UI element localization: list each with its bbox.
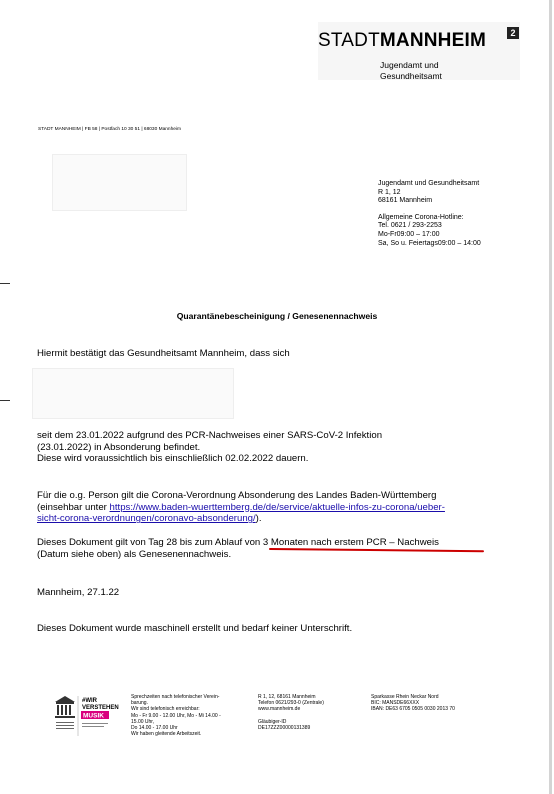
music-city-logo: [81, 698, 119, 727]
paragraph-text: (einsehbar unter: [37, 501, 110, 513]
office-address: [378, 180, 481, 248]
footer-line: BIC: MANSDE66XXX: [371, 700, 420, 707]
intro-text: Hiermit bestätigt das Gesundheitsamt Mannheim, dass sich: [37, 348, 290, 359]
footer-contact: [258, 694, 363, 731]
footer-hours: [131, 694, 255, 737]
hotline-line: Mo-Fr09:00 – 17:00: [378, 230, 440, 238]
paragraph-line: (Datum siehe oben) als Genesenennachweis.: [37, 548, 232, 560]
address-line: 68161 Mannheim: [378, 197, 433, 205]
regulation-link[interactable]: https://www.baden-wuerttemberg.de/de/service/aktuelle-infos-zu-corona/ueber-: [109, 501, 445, 513]
svg-text:VERSTEHEN: VERSTEHEN: [82, 705, 119, 711]
svg-text:#WIR: #WIR: [82, 698, 97, 704]
place-date: Mannheim, 27.1.22: [37, 587, 120, 598]
footer-line: Mo - Fr 9.00 - 12.00 Uhr, Mo - Mi 14.00 -: [131, 712, 221, 719]
regulation-link-continued[interactable]: sicht-corona-verordnungen/coronavo-absonderung/: [37, 513, 256, 525]
footer-line: Do 14.00 - 17.00 Uhr: [131, 725, 178, 732]
city-logo: [318, 30, 486, 52]
footer-bank: [371, 694, 501, 713]
person-redacted: [32, 368, 234, 419]
paragraph-line: Diese wird voraussichtlich bis einschließlich 02.02.2022 dauern.: [37, 453, 309, 465]
footer-line: IBAN: DE63 6705 0505 0030 2013 70: [371, 706, 455, 713]
footer-line: Gläubiger-ID: [258, 718, 287, 725]
paragraph-line: Für die o.g. Person gilt die Corona-Verordnung Absonderung des Landes Baden-Württemberg: [37, 490, 437, 501]
hotline-line: Tel. 0621 / 293-2253: [378, 222, 442, 230]
hotline-line: Sa, So u. Feiertags09:00 – 14:00: [378, 239, 481, 247]
logo-sub-line: Gesundheitsamt: [380, 71, 442, 81]
logo-subtitle: [380, 60, 442, 82]
sender-line: STADT MANNHEIM | FB 58 | Postfach 10 30 51 | 68030 Mannheim: [38, 127, 181, 132]
address-line: R 1, 12: [378, 188, 401, 196]
recipient-redacted: [52, 154, 187, 211]
hotline-line: Allgemeine Corona-Hotline:: [378, 213, 464, 221]
logo-sub-line: Jugendamt und: [380, 60, 439, 70]
unesco-music-logo: [54, 694, 124, 740]
paragraph-line: (23.01.2022) in Absonderung befindet.: [37, 441, 201, 453]
footer-line: barung.: [131, 700, 148, 707]
regulation-paragraph: [37, 490, 445, 525]
footer-line: Wir haben gleitende Arbeitszeit.: [131, 731, 202, 738]
footer-line: Sparkasse Rhein Neckar Nord: [371, 694, 439, 700]
paragraph-text: ).: [255, 513, 262, 525]
logo-superscript: 2: [507, 27, 519, 39]
paragraph-line: seit dem 23.01.2022 aufgrund des PCR-Nachweises einer SARS-CoV-2 Infektion: [37, 430, 383, 441]
footer-line: Sprechzeiten nach telefonischer Verein-: [131, 694, 220, 700]
address-line: Jugendamt und Gesundheitsamt: [378, 180, 480, 187]
paragraph-line: Dieses Dokument gilt von Tag 28 bis zum Ablauf von 3 Monaten nach erstem PCR – Nachweis: [37, 537, 439, 548]
logo-bold-text: MANNHEIM: [379, 30, 486, 51]
footer-line: R 1, 12, 68161 Mannheim: [258, 694, 316, 700]
page-edge: [549, 0, 552, 794]
footer-line: Telefon 0621/293-0 (Zentrale): [258, 700, 324, 707]
footer-line: 15.00 Uhr,: [131, 718, 155, 725]
fold-mark: [0, 400, 10, 401]
closing-note: Dieses Dokument wurde maschinell erstellt und bedarf keiner Unterschrift.: [37, 623, 353, 634]
fold-mark: [0, 283, 10, 284]
footer-line: www.mannheim.de: [258, 706, 301, 713]
footer-line: DE17ZZZ00000131389: [258, 724, 311, 731]
footer-line: Wir sind telefonisch erreichbar:: [131, 706, 200, 713]
svg-text:MUSIK: MUSIK: [83, 712, 104, 720]
unesco-temple-icon: [55, 696, 75, 729]
infection-paragraph: [37, 430, 382, 465]
logo-light-text: STADT: [318, 30, 380, 51]
document-title: Quarantänebescheinigung / Genesenennachweis: [176, 311, 378, 321]
